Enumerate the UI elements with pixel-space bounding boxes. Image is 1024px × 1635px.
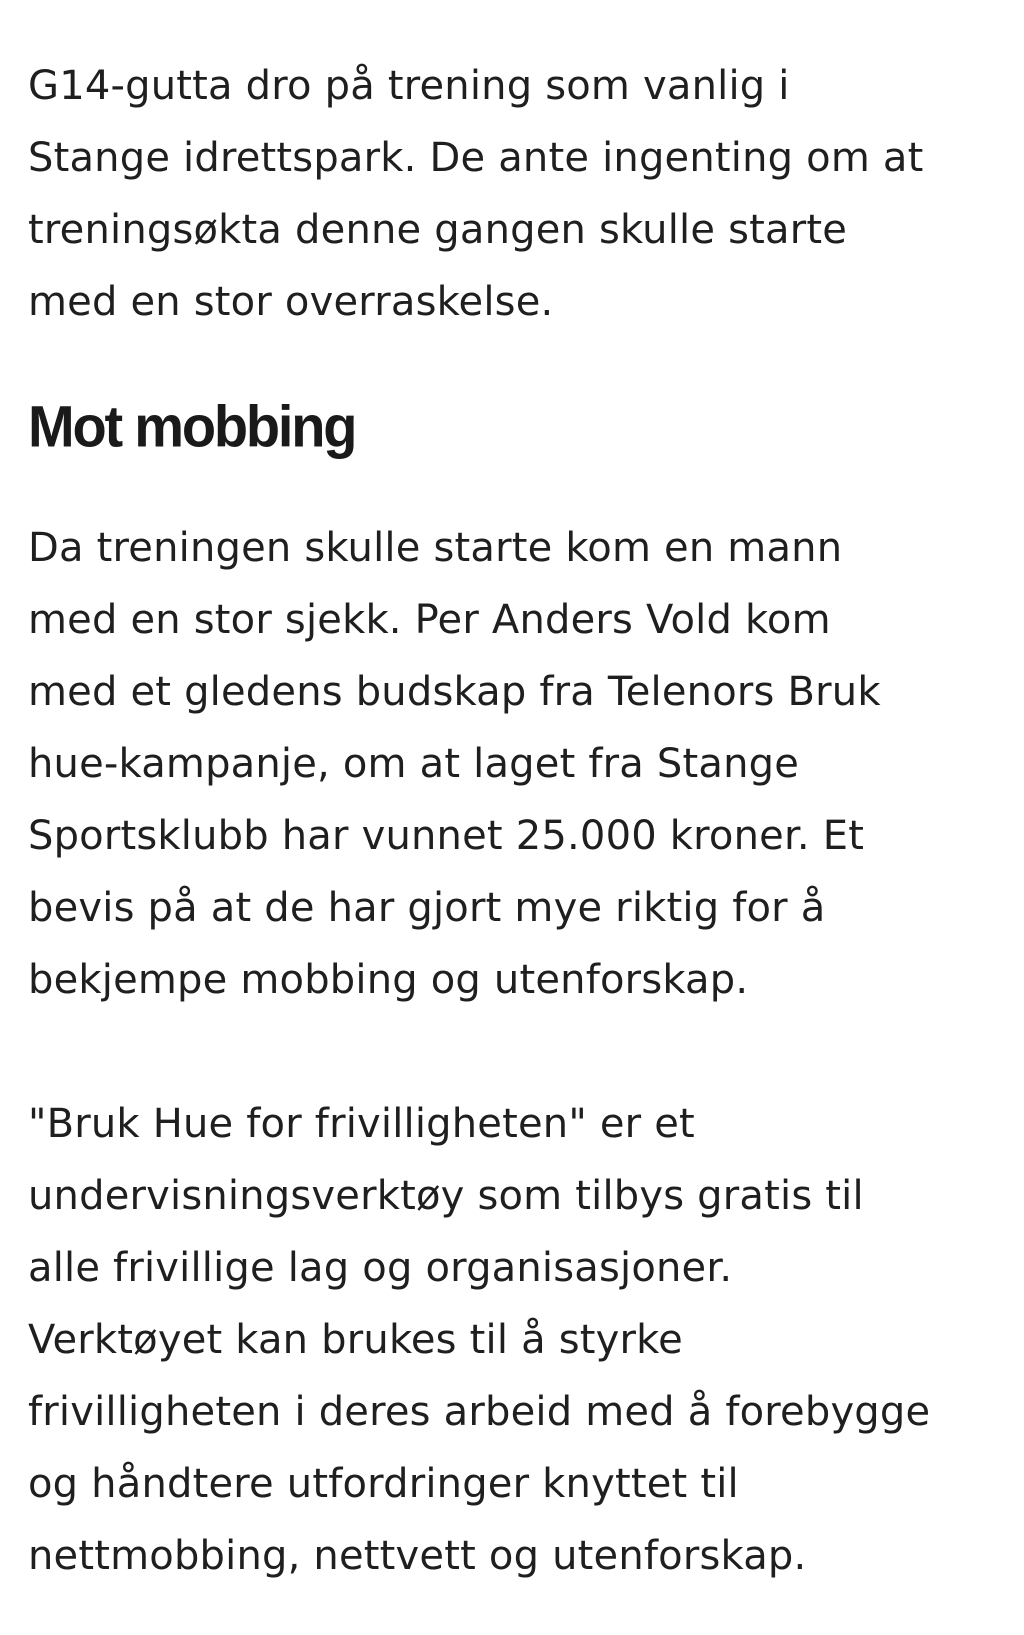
paragraph-line: undervisningsverktøy som tilbys gratis til [28,1173,864,1219]
section-heading: Mot mobbing [28,393,356,460]
paragraph-line: hue-kampanje, om at laget fra Stange [28,741,800,787]
paragraph-sjekk [28,512,996,1016]
paragraph-line: Sportsklubb har vunnet 25.000 kroner. Et [28,813,865,859]
paragraph-line: med en stor overraskelse. [28,279,554,325]
paragraph-line: "Bruk Hue for frivilligheten" er et [28,1101,695,1147]
paragraph-line: Da treningen skulle starte kom en mann [28,525,843,571]
paragraph-line: treningsøkta denne gangen skulle starte [28,207,848,253]
paragraph-line: med en stor sjekk. Per Anders Vold kom [28,597,831,643]
paragraph-line: frivilligheten i deres arbeid med å forebygge [28,1389,931,1435]
paragraph-line: G14-gutta dro på trening som vanlig i [28,63,790,109]
paragraph-line: bevis på at de har gjort mye riktig for å [28,885,826,931]
paragraph-line: og håndtere utfordringer knyttet til [28,1461,739,1507]
paragraph-line: Verktøyet kan brukes til å styrke [28,1317,683,1363]
paragraph-line: alle frivillige lag og organisasjoner. [28,1245,733,1291]
paragraph-line: Stange idrettspark. De ante ingenting om at [28,135,924,181]
paragraph-bruk-hue [28,1088,996,1592]
paragraph-line: nettmobbing, nettvett og utenforskap. [28,1533,807,1579]
paragraph-line: bekjempe mobbing og utenforskap. [28,957,749,1003]
paragraph-line: med et gledens budskap fra Telenors Bruk [28,669,881,715]
paragraph-intro [28,50,996,338]
